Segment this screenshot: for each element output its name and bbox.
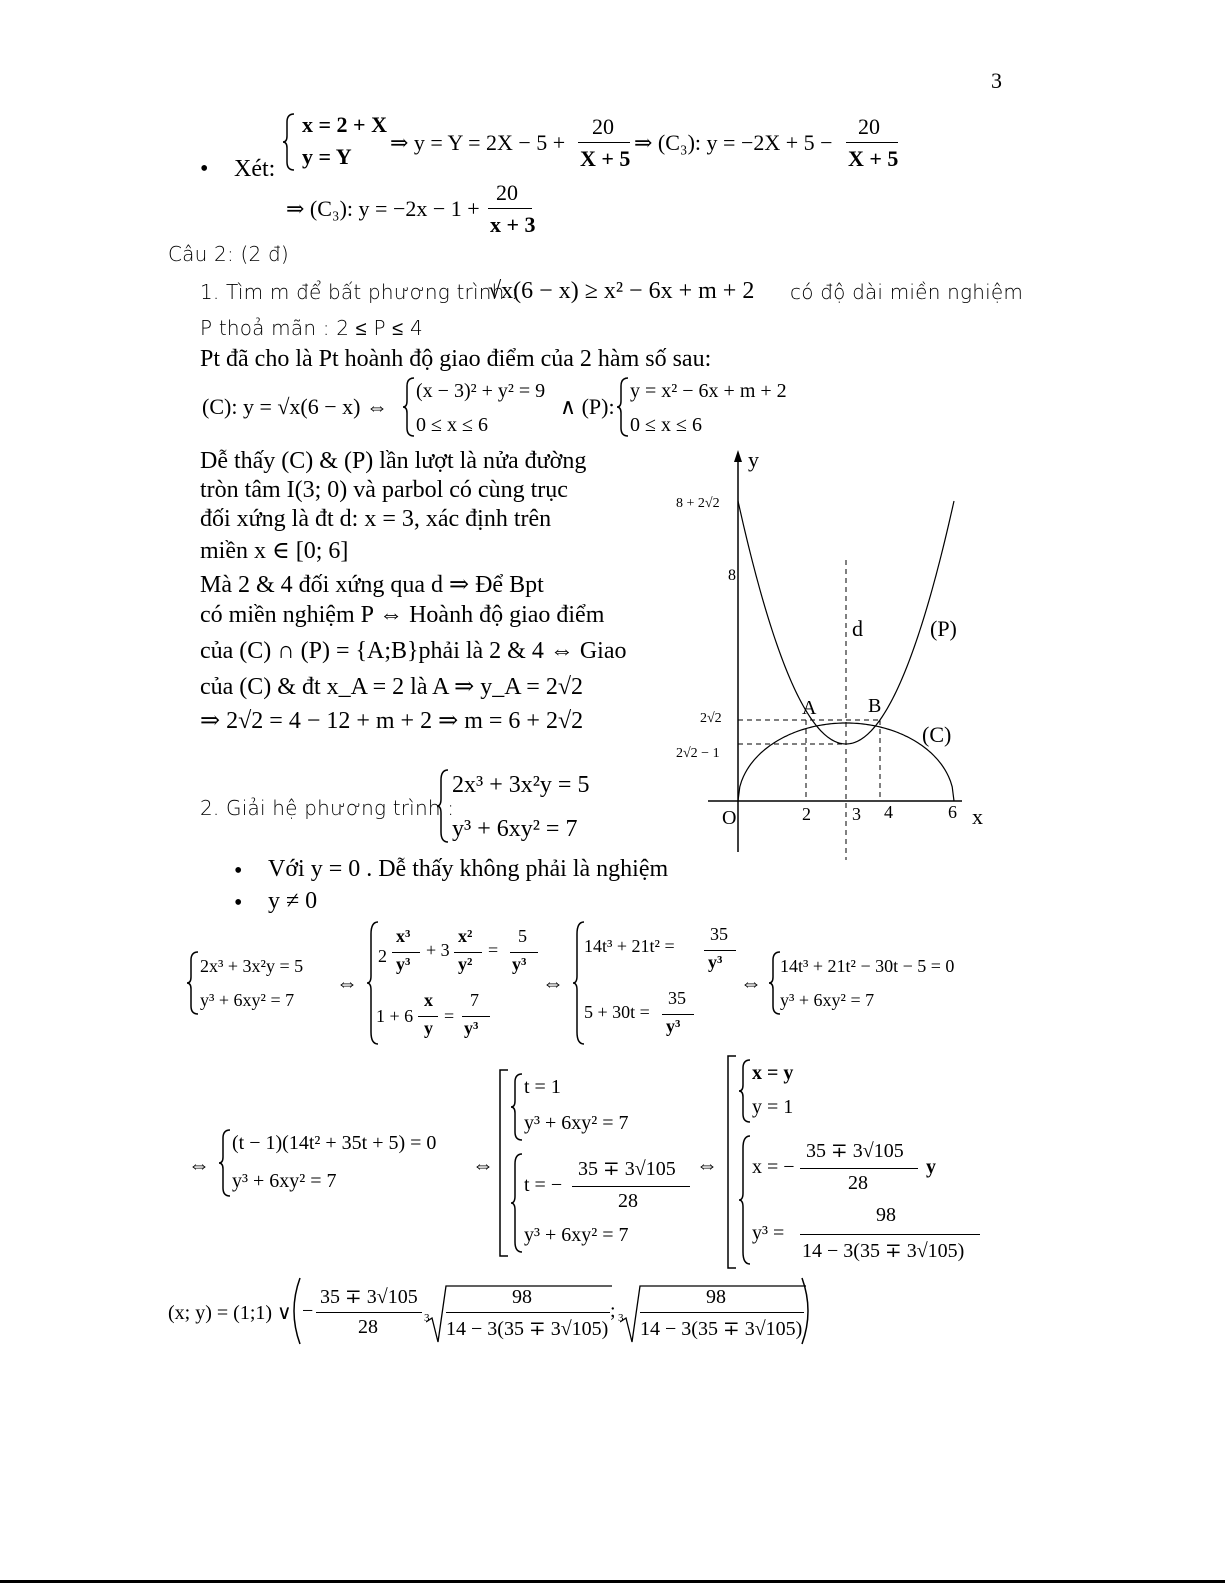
sysB-bot-f2d: y³ [464,1018,479,1038]
res2-x: x = − [752,1156,795,1178]
page-number: 3 [991,68,1002,93]
sysD-2: y³ + 6xy² = 7 [780,990,875,1010]
sysB-f3-bar [510,952,538,953]
bullet: • [234,858,243,884]
case2-t: t = − [524,1174,563,1196]
cau2-heading: Câu 2: (2 đ) [168,242,289,266]
sysB-bot-eq: = [444,1006,455,1026]
sysB-f3n: 5 [518,926,527,946]
sysB-b: + 3 [426,940,450,960]
rad1-den: 14 − 3(35 ∓ 3√105) [446,1318,609,1340]
root-index: 3 [424,1312,430,1324]
case2-frac-num: 35 ∓ 3√105 [578,1158,676,1180]
q1-text-b: có độ dài miền nghiệm [790,280,1024,304]
p-definition: ∧ (P): [560,394,615,419]
sysB-bot-f1d: y [424,1018,433,1038]
x-label-2: 2 [802,804,811,824]
bullet: • [234,890,243,916]
y-label-2root2: 2√2 [700,711,722,726]
step2-sysA-2: y³ + 6xy² = 7 [232,1170,337,1192]
c-label: (C) [922,722,952,747]
sysB-f2d: y² [458,954,473,974]
res2-y3: y³ = [752,1222,785,1244]
intro-brace [282,112,296,172]
final-lhs: (x; y) = (1;1) ∨ [168,1302,292,1324]
res1-brace [738,1058,752,1124]
final-paren-right [800,1276,816,1346]
step1-brace-a [186,950,200,1016]
explain-line: đối xứng là đt d: x = 3, xác định trên [200,506,552,532]
explain-line: Mà 2 & 4 đối xứng qua d ⇒ Để Bpt [200,572,544,598]
intro-line1-c3: ⇒ (C₃): y = −2X + 5 − [634,130,833,155]
point-b-label: B [868,695,882,717]
final-frac-bar [316,1312,422,1313]
sysB-bot-f1n: x [424,990,433,1010]
root-index: 3 [618,1312,624,1324]
c-sys-brace [402,376,416,438]
q1-inequality: √x(6 − x) ≥ x² − 6x + m + 2 [488,278,755,304]
final-sep: ; [610,1300,616,1322]
intro-frac3-num: 20 [496,180,518,205]
point-a-label: A [802,697,817,719]
axis-x-label: x [972,804,983,829]
d-label: d [852,616,863,641]
res2-frac2-den: 14 − 3(35 ∓ 3√105) [802,1240,965,1262]
q2-label: 2. Giải hệ phương trình : [200,796,455,820]
c-sys-2: 0 ≤ x ≤ 6 [416,414,488,436]
sysC-bot-lhs: 5 + 30t = [584,1002,650,1022]
intro-line2: ⇒ (C₃): y = −2x − 1 + [286,196,480,221]
explain-line: có miền nghiệm P ⇔ Hoành độ giao điểm [200,602,605,628]
res2-frac-den: 28 [848,1172,868,1194]
q2-brace [436,768,450,844]
step2-bracket-c [726,1054,738,1270]
q2-sys-2: y³ + 6xy² = 7 [452,816,578,842]
xet-label: Xét: [234,156,276,182]
case-y-zero: Với y = 0 . Dễ thấy không phải là nghiệm [268,856,669,882]
case1-2: y³ + 6xy² = 7 [524,1112,629,1134]
step2-sysA-1: (t − 1)(14t² + 35t + 5) = 0 [232,1132,437,1154]
x-label-6: 6 [948,802,957,822]
sysC-top-fn: 35 [710,924,728,944]
rad2-num: 98 [706,1286,726,1308]
y-axis-arrow [734,450,742,462]
sysD-1: 14t³ + 21t² − 30t − 5 = 0 [780,956,955,976]
sysC-bot-fd: y³ [666,1016,681,1036]
rad1-num: 98 [512,1286,532,1308]
explain-line: của (C) ∩ (P) = {A;B}phải là 2 & 4 ⇔ Giao [200,638,627,664]
iff: ⇔ [740,970,762,995]
explain-line: ⇒ 2√2 = 4 − 12 + m + 2 ⇒ m = 6 + 2√2 [200,708,584,734]
y-label-8: 8 [728,567,736,584]
rad2-den: 14 − 3(35 ∓ 3√105) [640,1318,803,1340]
intro-sys-2: y = Y [302,144,352,169]
intro-frac1-bar [578,142,630,143]
step1-sysA-1: 2x³ + 3x²y = 5 [200,956,304,976]
sysB-f3d: y³ [512,954,527,974]
sysB-f1d: y³ [396,954,411,974]
intro-line1-mid: ⇒ y = Y = 2X − 5 + [390,130,566,155]
sysC-top-bar [704,950,736,951]
intro-frac3-den: x + 3 [490,212,536,237]
sysB-bot-a: 1 + 6 [376,1006,414,1026]
case2-frac-den: 28 [618,1190,638,1212]
case2-frac-bar [572,1186,690,1187]
bottom-rule [0,1580,1225,1583]
intro-frac1-num: 20 [592,114,614,139]
q2-sys-1: 2x³ + 3x²y = 5 [452,772,590,798]
final-frac-num: 35 ∓ 3√105 [320,1286,418,1308]
p-sys-2: 0 ≤ x ≤ 6 [630,414,702,436]
step2-bracket-b [498,1068,510,1258]
q1-text-c: P thoả mãn : 2 ≤ P ≤ 4 [200,316,423,340]
res2-frac-bar [800,1168,918,1169]
explain-line: miền x ∈ [0; 6] [200,538,349,564]
intro-frac2-num: 20 [858,114,880,139]
sysB-bot-f2-bar [462,1016,490,1017]
origin-label: O [722,807,737,829]
q1-text-a: 1. Tìm m để bất phương trình : [200,280,518,304]
res2-brace [738,1134,752,1266]
c-sys-1: (x − 3)² + y² = 9 [416,380,546,402]
iff: ⇔ [472,1152,494,1177]
iff: ⇔ [542,970,564,995]
res1-2: y = 1 [752,1096,794,1118]
sysC-top-fd: y³ [708,952,723,972]
case1-1: t = 1 [524,1076,561,1098]
sysB-bot-f1-bar [418,1016,438,1017]
sysB-f2-bar [454,952,482,953]
graph [670,444,1010,864]
iff: ⇔ [188,1152,210,1177]
rad2-bar [640,1312,804,1313]
final-frac-den: 28 [358,1316,378,1338]
sysB-f1-bar [392,952,420,953]
explain-line: tròn tâm I(3; 0) và parbol có cùng trục [200,477,568,503]
case2-brace [510,1152,524,1254]
rad1-bar [446,1312,610,1313]
case-y-nonzero: y ≠ 0 [268,888,318,914]
res2-frac2-num: 98 [876,1204,896,1226]
res1-1: x = y [752,1062,794,1084]
bullet: • [200,156,209,182]
iff: ⇔ [336,970,358,995]
final-paren-left [286,1276,302,1346]
y-label-2root2-minus1: 2√2 − 1 [676,746,720,761]
x-label-4: 4 [884,802,893,822]
pt-line: Pt đã cho là Pt hoành độ giao điểm của 2 hàm số sau: [200,346,712,372]
sysB-f2n: x² [458,926,473,946]
p-sys-1: y = x² − 6x + m + 2 [630,380,787,402]
x-label-3: 3 [852,804,861,824]
sysC-bot-fn: 35 [668,988,686,1008]
intro-frac1-den: X + 5 [580,146,631,171]
sysC-bot-bar [662,1014,694,1015]
iff: ⇔ [696,1152,718,1177]
intro-frac2-bar [846,142,898,143]
sysC-top-lhs: 14t³ + 21t² = [584,936,675,956]
res2-frac-num: 35 ∓ 3√105 [806,1140,904,1162]
res2-frac2-bar [800,1234,980,1235]
case1-brace [510,1072,524,1142]
p-label: (P) [930,616,957,641]
explain-line: của (C) & đt x_A = 2 là A ⇒ y_A = 2√2 [200,674,584,700]
res2-y: y [926,1156,936,1178]
intro-sys-1: x = 2 + X [302,112,387,137]
explain-line: Dễ thấy (C) & (P) lần lượt là nửa đường [200,448,587,474]
sysB-bot-f2n: 7 [470,990,479,1010]
step2-brace-a [218,1128,232,1198]
p-sys-brace [616,376,630,438]
intro-frac2-den: X + 5 [848,146,899,171]
case2-eq: y³ + 6xy² = 7 [524,1224,629,1246]
step1-sysA-2: y³ + 6xy² = 7 [200,990,295,1010]
axis-y-label: y [748,447,759,472]
sysB-eq: = [488,940,499,960]
step1-brace-b [366,920,380,1046]
intro-frac3-bar [488,208,532,209]
sysB-f1n: x³ [396,926,411,946]
sysB-a: 2 [378,946,387,966]
y-label-top: 8 + 2√2 [676,496,720,511]
c-definition: (C): y = √x(6 − x) ⇔ [202,394,388,419]
final-minus: − [302,1300,314,1322]
